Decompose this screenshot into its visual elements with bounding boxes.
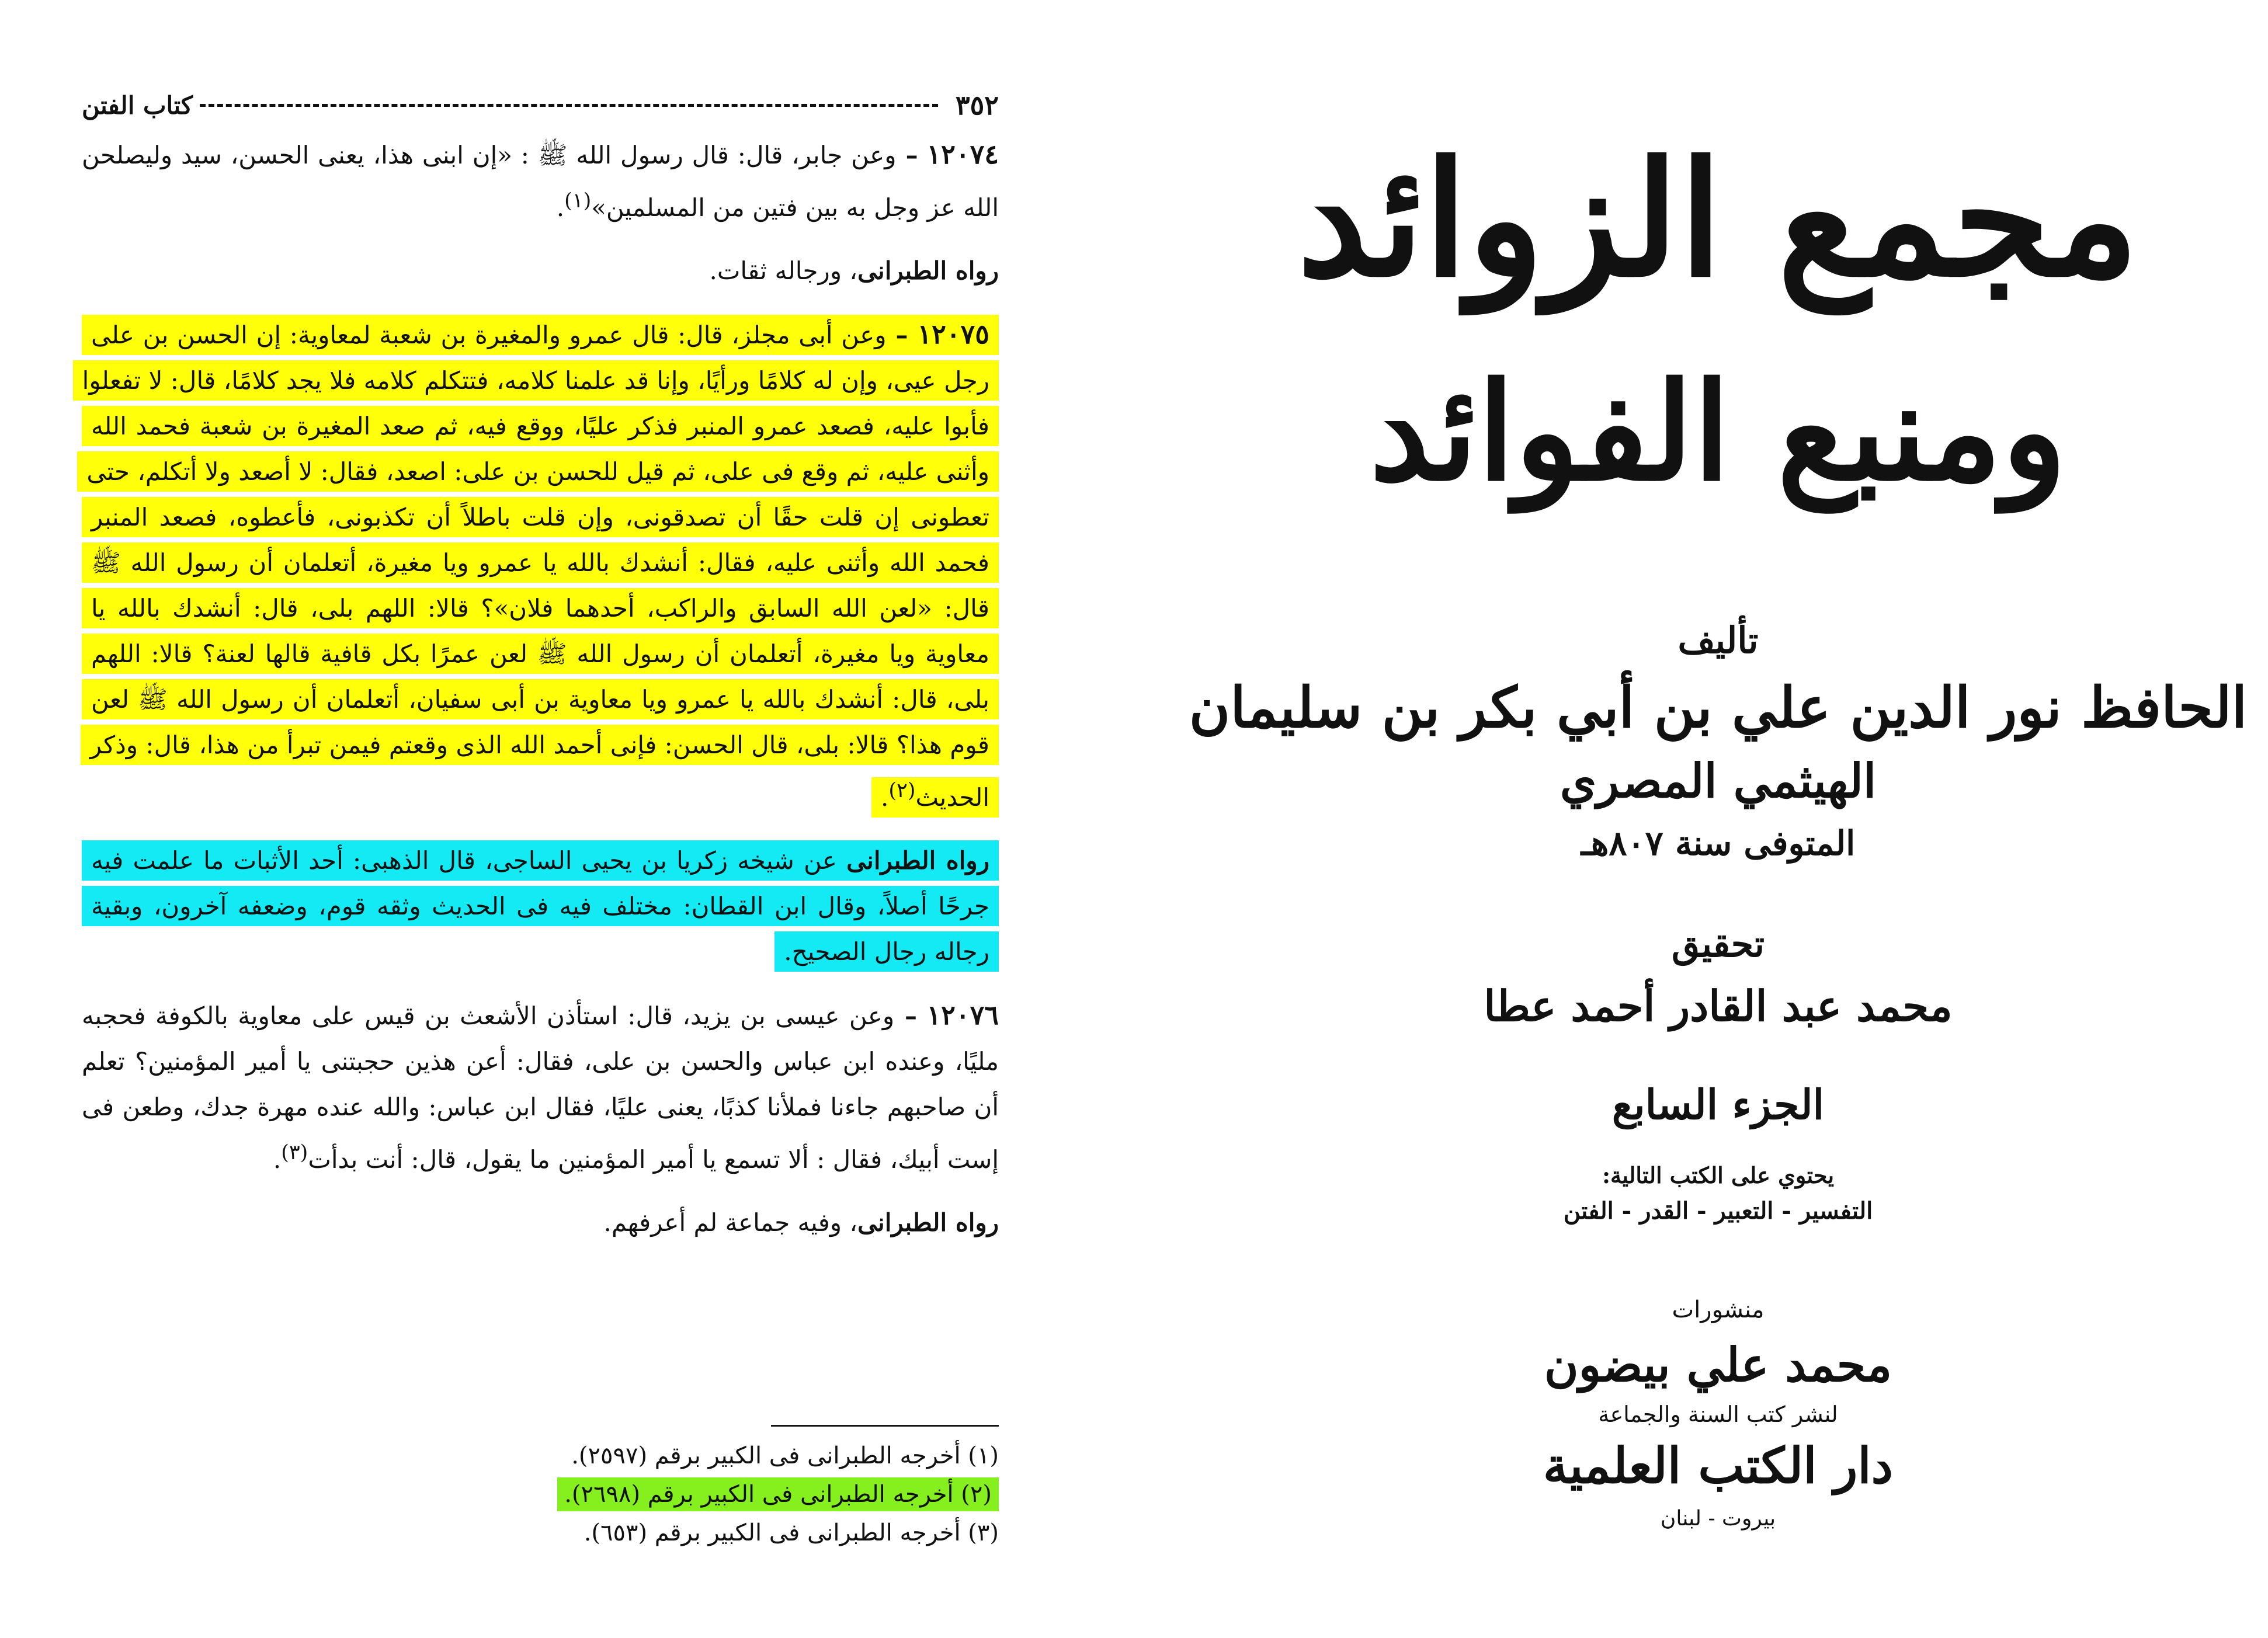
publications-label: منشورات [1672, 1296, 1765, 1323]
publisher-name: محمد علي بيضون [1544, 1337, 1892, 1392]
hadith-number: ١٢٠٧٥ [917, 318, 989, 350]
book-subtitle: ومنبع الفوائد [1369, 353, 2067, 511]
narrator: رواه الطبرانى [857, 1208, 999, 1237]
narration-rest: عن شيخه زكريا بن يحيى الساجى، قال الذهبى: أحد الأثبات ما علمت فيه جرحًا أصلاً، وقال ابن القطان: مختلف فيه فى الحديث وثقه قوم، وضعفه آخرون، وبقية رجاله رجال الصحيح. [91, 846, 989, 966]
narration-rest: ، ورجاله ثقات. [709, 256, 857, 285]
dash: – [896, 141, 918, 169]
header-dashes [200, 104, 938, 107]
publisher-description: لنشر كتب السنة والجماعة [1598, 1401, 1838, 1427]
editor-name: محمد عبد القادر أحمد عطا [1484, 981, 1953, 1031]
hadith-12076 [82, 992, 999, 1183]
page-header [82, 82, 999, 128]
hadith-number: ١٢٠٧٤ [926, 138, 999, 170]
narrator: رواه الطبرانى [846, 846, 989, 875]
hadith-text: وعن جابر، قال: قال رسول الله ﷺ : «إن ابنى هذا، يعنى الحسن، سيد وليصلحن الله عز وجل به بين فتين من المسلمين» [82, 141, 999, 222]
narration-rest: ، وفيه جماعة لم أعرفهم. [603, 1208, 857, 1237]
death-year: المتوفى سنة ٨٠٧هـ [1581, 823, 1856, 863]
hadith-end: . [556, 193, 565, 222]
left-page [0, 0, 1051, 1638]
hadith-text: وعن أبى مجلز، قال: قال عمرو والمغيرة بن شعبة لمعاوية: إن الحسن بن على رجل عيى، وإن له كلامًا ورأيًا، وإنا قد علمنا كلامه، فتتكلم كلامه فلا يجد كلامًا، قال: لا تفعلوا فأبوا عليه، فصعد عمرو المنبر فذكر عليًا، ووقع فيه، ثم صعد المغيرة بن شعبة فحمد الله وأثنى عليه، ثم وقع فى على، ثم قيل للحسن بن على: اصعد، فقال: لا أصعد ولا أتكلم، حتى تعطونى إن قلت حقًا أن تصدقونى، وإن قلت باطلاً أن تكذبونى، فأعطوه، فصعد المنبر فحمد الله وأثنى عليه، فقال: أنشدك بالله يا عمرو ويا مغيرة، أتعلمان أن رسول الله ﷺ قال: «لعن الله السابق والراكب، أحدهما فلان»؟ قالا: اللهم بلى، قال: أنشدك بالله يا معاوية ويا مغيرة، أتعلمان أن رسول الله ﷺ لعن عمرًا بكل قافية قالها لعنة؟ قالا: اللهم بلى، قال: أنشدك بالله يا عمرو ويا معاوية بن أبى سفيان، أتعلمان أن رسول الله ﷺ لعن قوم هذا؟ قالا: بلى، قال الحسن: فإنى أحمد الله الذى وقعتم فيمن تبرأ من هذا، قال: وذكر الحديث [82, 321, 989, 812]
contains-label: يحتوي على الكتب التالية: [1602, 1162, 1835, 1188]
hadith-number: ١٢٠٧٦ [926, 999, 999, 1031]
yellow-highlight [73, 315, 999, 818]
footnote-1: (١) أخرجه الطبرانى فى الكبير برقم (٢٥٩٧). [571, 1442, 999, 1469]
hadith-text: وعن عيسى بن يزيد، قال: استأذن الأشعث بن قيس على معاوية بالكوفة فحجبه مليًا، وعنده ابن عباس والحسن بن على، فقال: أعن هذين حجبتنى يا أمير المؤمنين؟ تعلم أن صاحبهم جاءنا فملأنا كذبًا، يعنى عليًا، فقال ابن عباس: والله عنده مهرة جدك، وطعن فى إست أبيك، فقال : ألا تسمع يا أمير المؤمنين ما يقول، قال: أنت بدأت [82, 1001, 999, 1174]
volume-label: الجزء السابع [1611, 1080, 1825, 1129]
green-highlight: (٢) أخرجه الطبرانى فى الكبير برقم (٢٦٩٨). [557, 1477, 999, 1511]
footnote-ref: (١) [564, 189, 592, 213]
hadith-end: . [880, 783, 889, 812]
author-nisba: الهيثمي المصري [1560, 753, 1877, 808]
authored-label: تأليف [1677, 619, 1759, 662]
hadith-end: . [273, 1145, 282, 1174]
footnote-rule [771, 1425, 999, 1427]
hadith-12074 [82, 131, 999, 231]
running-title: كتاب الفتن [82, 91, 193, 120]
narrator: رواه الطبرانى [857, 256, 999, 285]
footnote-3: (٣) أخرجه الطبرانى فى الكبير برقم (٦٥٣). [584, 1519, 999, 1546]
author-name: الحافظ نور الدين علي بن أبي بكر بن سليمان [1189, 674, 2248, 740]
publishing-house: دار الكتب العلمية [1543, 1437, 1894, 1494]
page-number: ٣٥٢ [955, 89, 999, 121]
publisher-place: بيروت - لبنان [1660, 1507, 1776, 1531]
footnote-2 [409, 1475, 999, 1514]
dash: – [886, 321, 918, 349]
narration-3 [82, 1200, 999, 1246]
book-title: مجمع الزوائد [1297, 126, 2140, 312]
volume-contents: التفسير - التعبير - القدر - الفتن [1563, 1197, 1873, 1225]
tahqiq-label: تحقيق [1671, 923, 1765, 965]
footnote-ref: (٢) [888, 779, 916, 802]
hadith-12075 [82, 311, 999, 820]
main-text [82, 131, 999, 1263]
right-page [1168, 0, 2268, 1638]
narration-2 [82, 838, 999, 975]
dash: – [894, 1001, 917, 1030]
footnotes [409, 1437, 999, 1552]
footnote-ref: (٣) [281, 1141, 308, 1164]
cyan-highlight [82, 840, 999, 972]
narration-1 [82, 248, 999, 294]
